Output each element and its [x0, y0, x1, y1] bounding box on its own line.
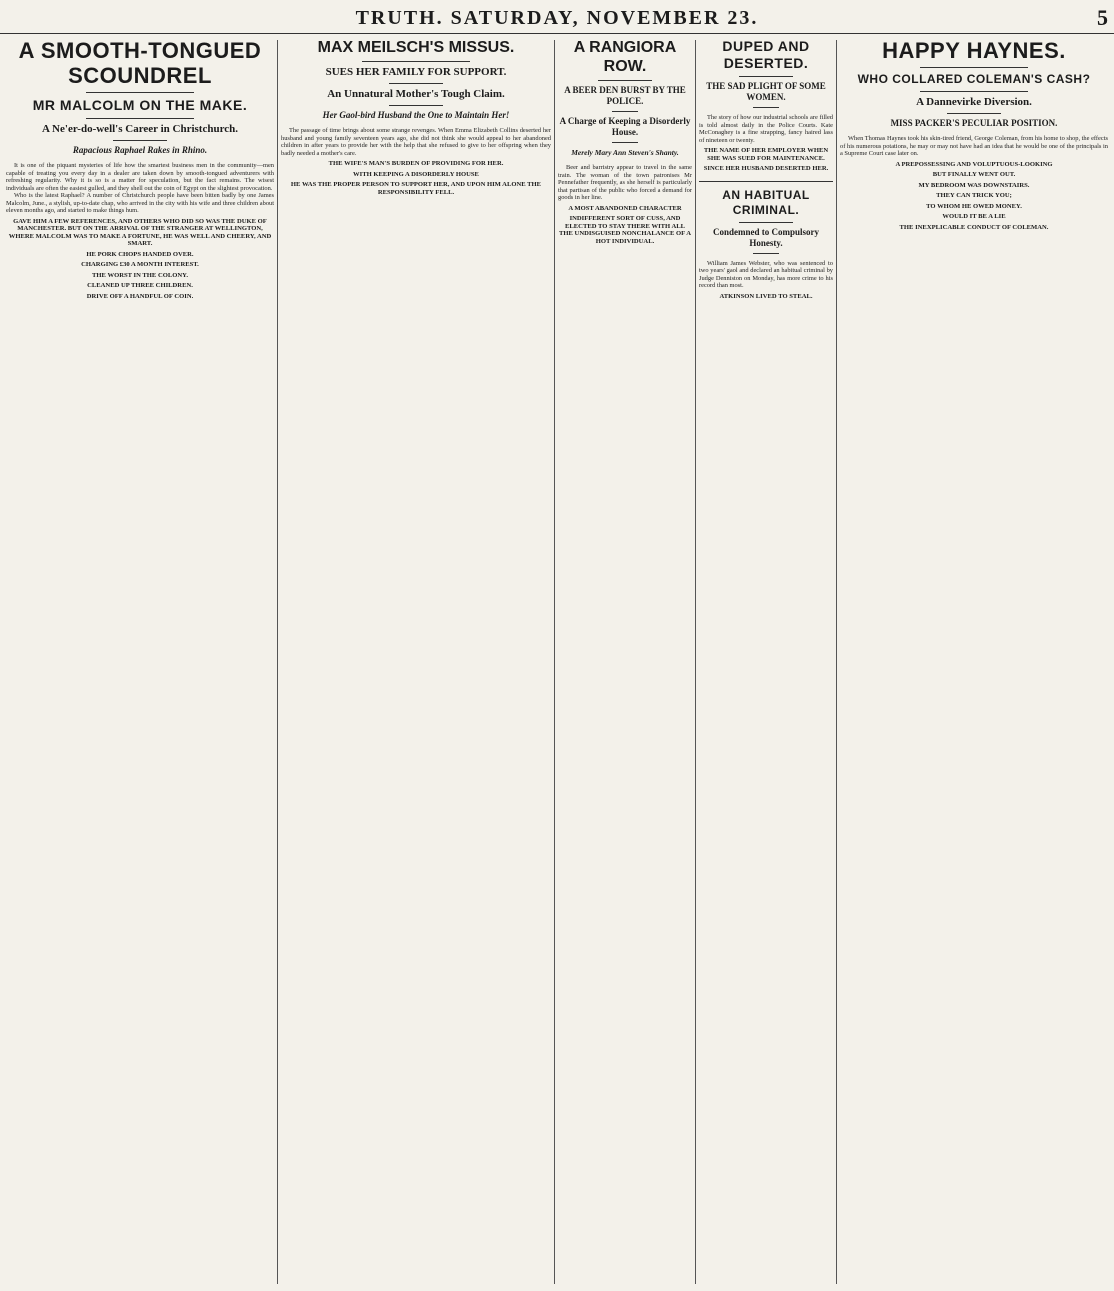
paragraph: The story of how our industrial schools are filled is told almost daily in the Police Courts. Kate McConaghey is a fine strapping, fancy haired lass of nineteen or twenty. [699, 114, 833, 144]
section-heading: WITH KEEPING A DISORDERLY HOUSE [353, 170, 479, 178]
section-heading: SINCE HER HUSBAND DESERTED HER. [703, 165, 829, 172]
article-divider [699, 181, 833, 182]
article-habitual-criminal [699, 188, 833, 301]
section-heading: MY BEDROOM WAS DOWNSTAIRS. [918, 181, 1030, 189]
section-heading: BUT FINALLY WENT OUT. [932, 171, 1016, 178]
paragraph: Beer and barristry appear to travel in the same train. The woman of the town patronises Mr Pennefather frequently, as she herself is particularly that partisan of the public who forced a demand for goods in her line. [558, 164, 692, 201]
section-heading: DRIVE OFF A HANDFUL OF COIN. [86, 292, 194, 300]
section-heading: HE PORK CHOPS HANDED OVER. [86, 250, 194, 258]
column-rule [554, 40, 555, 1284]
column-rule [277, 40, 278, 1284]
section-heading: ATKINSON LIVED TO STEAL. [719, 292, 813, 300]
subheadline: MR MALCOLM ON THE MAKE. [32, 97, 248, 113]
subheadline: THE SAD PLIGHT OF SOME WOMEN. [706, 81, 826, 102]
paragraph: The passage of time brings about some strange revenges. When Emma Elizabeth Collins deserted her husband and young family seventeen years ago, she did not think she would appeal to her abandoned children in after years to provide her with the help that she refused to give to her offspring when they badly needed a mother's care. [281, 127, 551, 157]
headline: A SMOOTH-TONGUED SCOUNDREL [18, 38, 262, 88]
subheadline: A BEER DEN BURST BY THE POLICE. [564, 85, 686, 106]
subheadline: WHO COLLARED COLEMAN'S CASH? [857, 72, 1091, 86]
paragraph: When Thomas Haynes took his skin-tired friend, George Coleman, from his home to shop, the effects of his numerous potations, he may or may not have had an idea that he would be one of the principals in a Supreme Court case later on. [840, 135, 1108, 157]
masthead-title: TRUTH. SATURDAY, NOVEMBER 23. [355, 7, 759, 29]
section-heading: TO WHOM HE OWED MONEY. [926, 202, 1022, 210]
article-body [558, 164, 692, 245]
article-body [840, 135, 1108, 231]
headline: AN HABITUAL CRIMINAL. [722, 187, 810, 217]
article-rangiora-row [558, 38, 692, 1286]
section-heading: CHARGING £30 A MONTH INTEREST. [81, 261, 199, 268]
section-heading: INDIFFERENT SORT OF CUSS, AND ELECTED TO STAY THERE WITH ALL THE UNDISGUISED NONCHALANCE OF A HOT INDIVIDUAL. [558, 215, 692, 245]
deck: MISS PACKER'S PECULIAR POSITION. [890, 118, 1058, 128]
masthead [0, 0, 1114, 34]
column-rule [836, 40, 837, 1284]
article-smooth-tongued-scoundrel [6, 38, 274, 1286]
deck: Her Gaol-bird Husband the One to Maintain Her! [322, 110, 510, 120]
subheadline: A Ne'er-do-well's Career in Christchurch. [41, 123, 239, 135]
column-rule [695, 40, 696, 1284]
column-duped-and-habitual [699, 38, 833, 1286]
section-heading: THE WORST IN THE COLONY. [92, 271, 188, 279]
section-heading: A MOST ABANDONED CHARACTER [568, 204, 682, 212]
page-number: 5 [1097, 5, 1108, 30]
subheadline: A Charge of Keeping a Disorderly House. [559, 116, 691, 137]
section-heading: WOULD IT BE A LIE [942, 213, 1006, 220]
article-body [281, 127, 551, 196]
article-body [6, 162, 274, 300]
paragraph: Who is the latest Raphael? A number of Christchurch people have been bitten badly by one James Malcolm, June., a stylish, up-to-date chap, who arrived in the city with his wife and three children about eleven months ago, and started to make things hum. [6, 192, 274, 214]
article-duped-and-deserted [699, 38, 833, 173]
article-body [699, 260, 833, 301]
headline: MAX MEILSCH'S MISSUS. [317, 39, 515, 56]
article-body [699, 114, 833, 173]
section-heading: THE NAME OF HER EMPLOYER WHEN SHE WAS SUED FOR MAINTENANCE. [703, 147, 829, 162]
section-heading: A PREPOSSESSING AND VOLUPTUOUS-LOOKING [895, 160, 1053, 168]
section-heading: THE INEXPLICABLE CONDUCT OF COLEMAN. [899, 223, 1049, 231]
deck: Merely Mary Ann Steven's Shanty. [571, 148, 679, 157]
section-heading: HE WAS THE PROPER PERSON TO SUPPORT HER, AND UPON HIM ALONE THE RESPONSIBILITY FELL. [290, 181, 542, 196]
subheadline: An Unnatural Mother's Tough Claim. [327, 88, 505, 100]
section-heading: CLEANED UP THREE CHILDREN. [87, 282, 193, 289]
section-heading: GAVE HIM A FEW REFERENCES, AND OTHERS WHO DID SO WAS THE DUKE OF MANCHESTER. BUT ON THE ARRIVAL OF THE STRANGER AT WELLINGTON, WHERE MALCOLM WAS TO MAKE A FORTUNE, HE WAS WELL AND CHEERY, AND SMART. [8, 217, 272, 247]
section-heading: THEY CAN TRICK YOU; [936, 192, 1012, 199]
headline: A RANGIORA ROW. [573, 39, 677, 75]
headline: DUPED AND DESERTED. [722, 38, 810, 71]
deck: Rapacious Raphael Rakes in Rhino. [72, 145, 208, 155]
subheadline: Condemned to Compulsory Honesty. [712, 226, 819, 248]
article-max-meilsch [281, 38, 551, 1286]
paragraph: It is one of the piquant mysteries of life how the smartest business men in the community—men capable of treating you every day in a dealer are taken down by smooth-tongued adventurers with refreshing regularity. Why it is so is a matter for speculation, but the fact remains. The wisest individuals are often the easiest gulled, and they shell out the coin of Egypt on the slightest provocation. [6, 162, 274, 192]
subheadline: SUES HER FAMILY FOR SUPPORT. [325, 66, 507, 78]
subheadline: A Dannevirke Diversion. [916, 96, 1032, 108]
paragraph: William James Webster, who was sentenced to two years' gaol and declared an habitual criminal by Judge Denniston on Monday, has more crime to his record than most. [699, 259, 833, 289]
headline: HAPPY HAYNES. [882, 38, 1066, 63]
section-heading: THE WIFE'S MAN'S BURDEN OF PROVIDING FOR HER. [328, 160, 504, 167]
article-happy-haynes [840, 38, 1108, 1286]
